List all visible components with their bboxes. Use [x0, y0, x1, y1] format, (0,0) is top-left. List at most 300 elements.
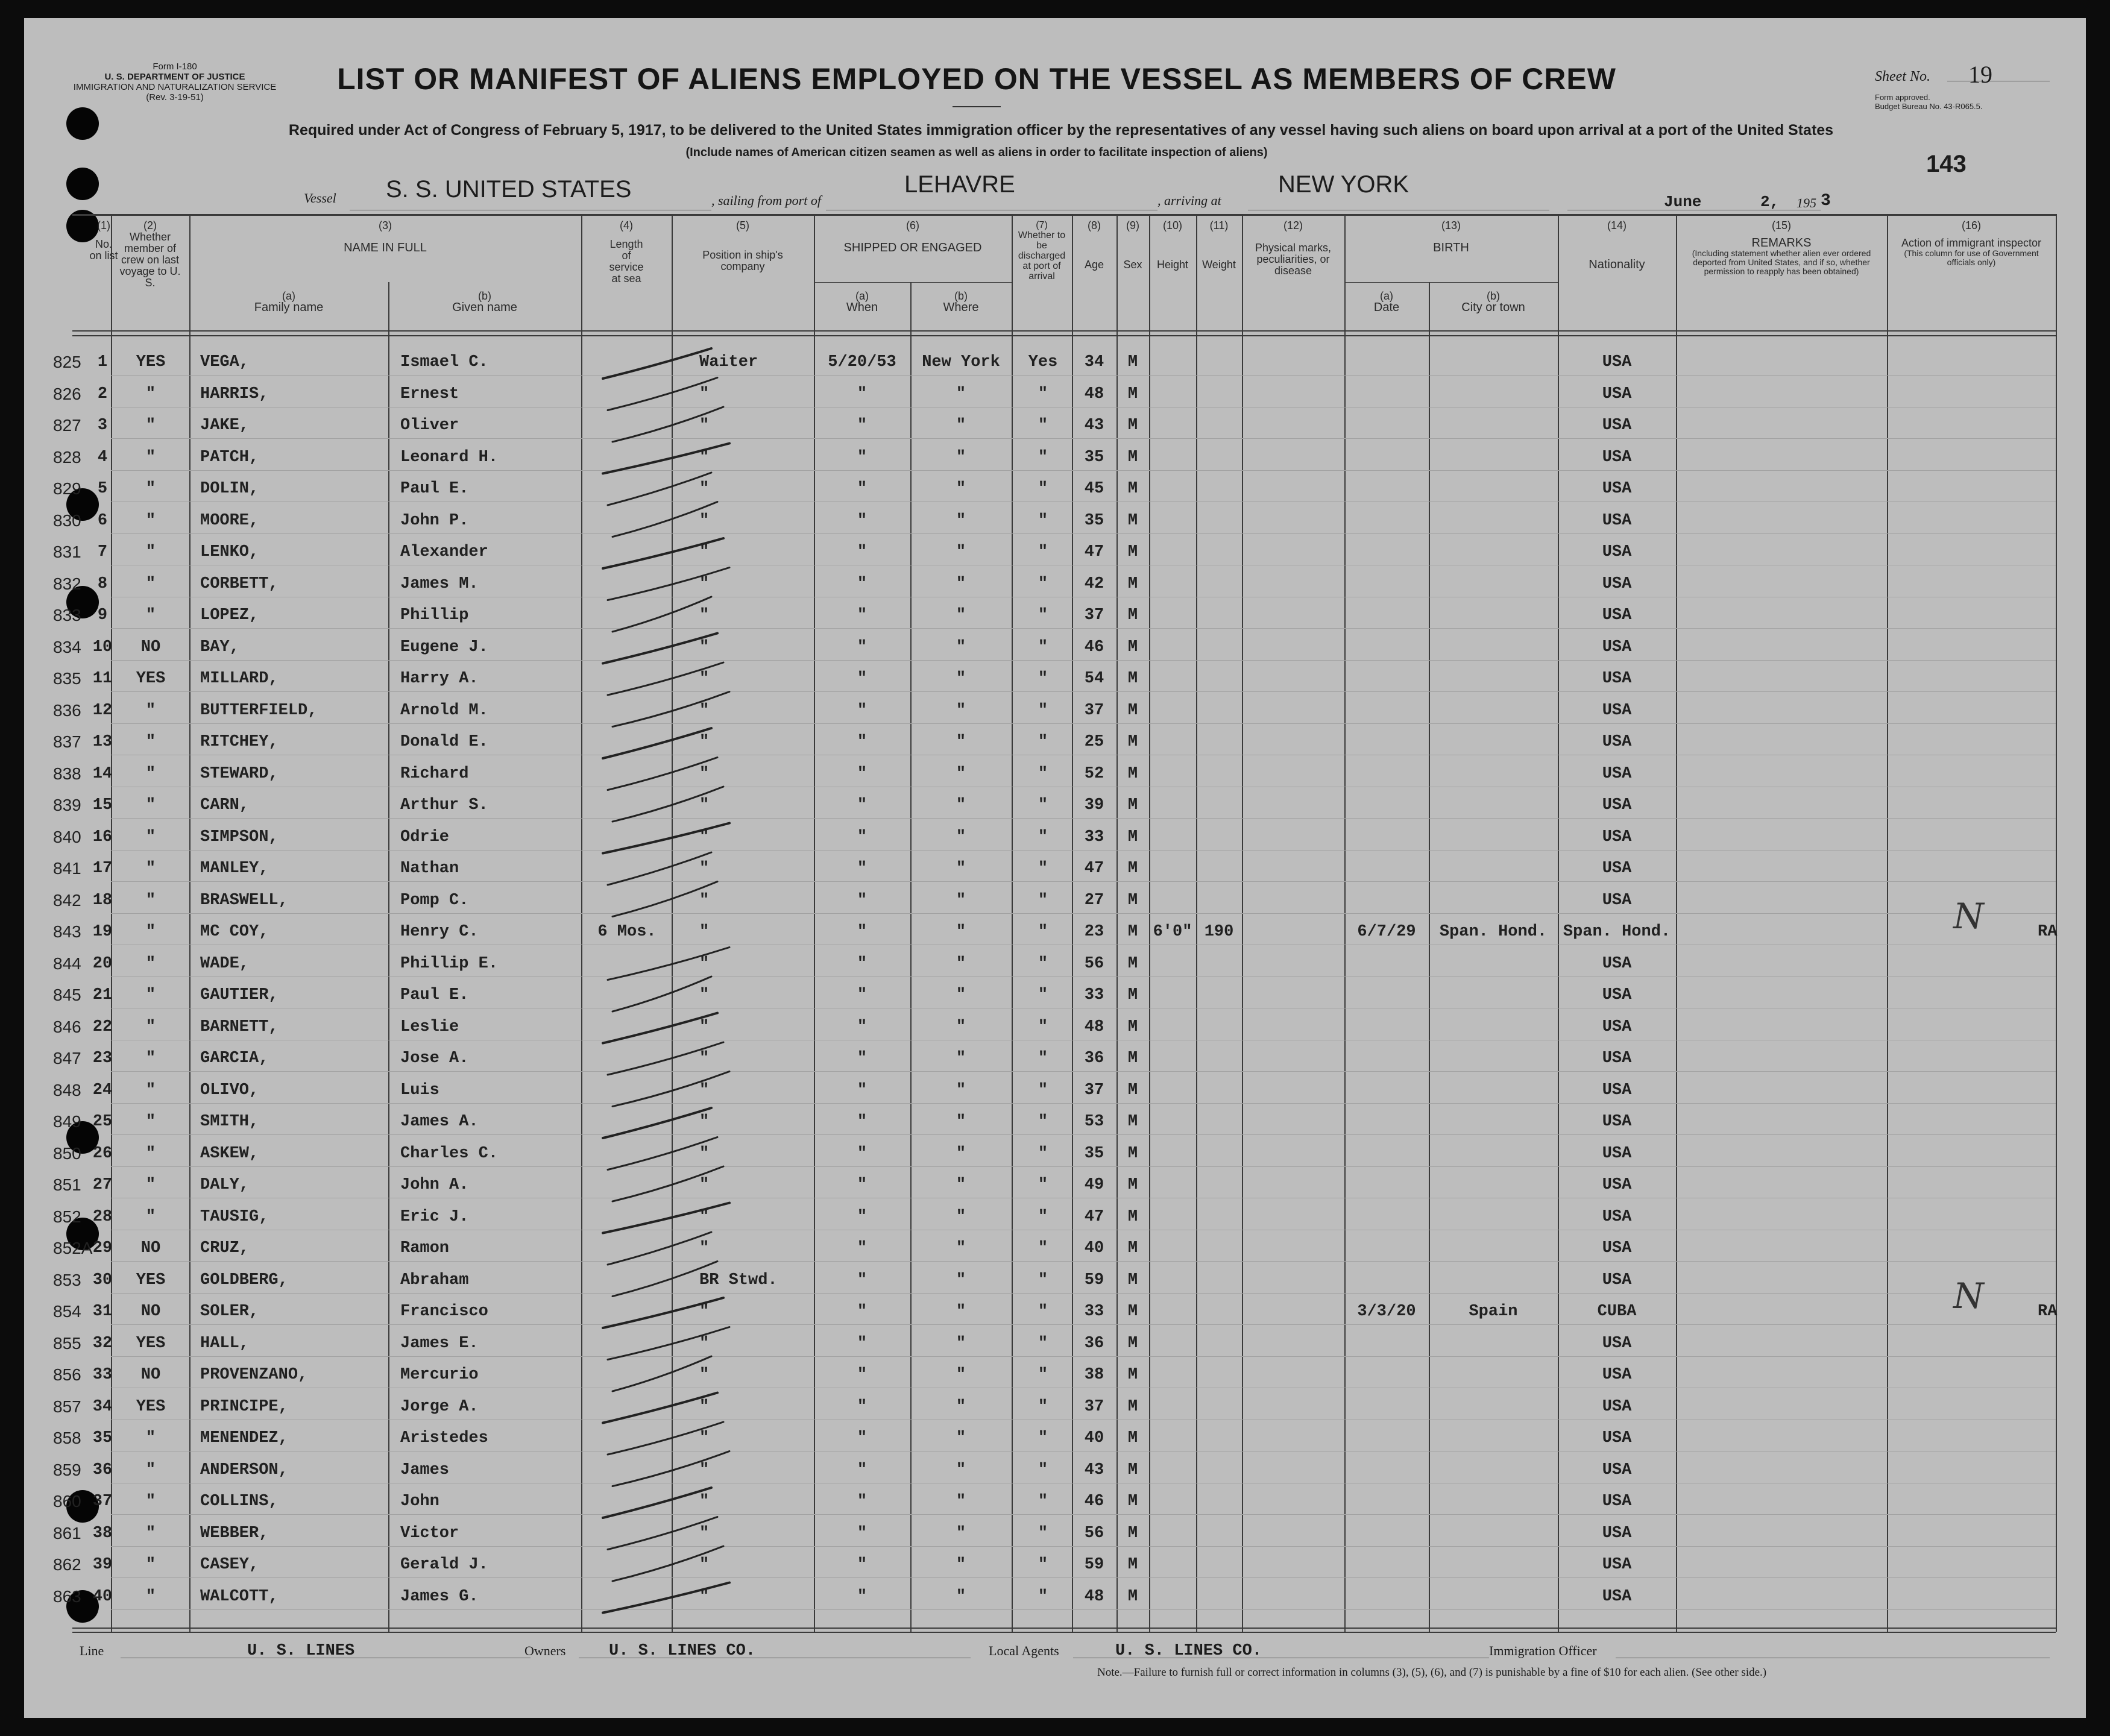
family-name: ANDERSON,	[200, 1461, 288, 1479]
sailing-port: LEHAVRE	[904, 171, 1015, 198]
age: 54	[1084, 670, 1104, 688]
position: "	[699, 511, 710, 530]
age: 53	[1084, 1113, 1104, 1131]
service-slash-mark	[608, 948, 729, 980]
service-name: IMMIGRATION AND NATURALIZATION SERVICE	[73, 82, 277, 92]
age: 37	[1084, 701, 1104, 720]
service-slash-mark	[608, 473, 711, 505]
position: "	[699, 606, 710, 624]
list-number: 12	[92, 701, 113, 720]
given-name: Paul E.	[400, 986, 469, 1004]
discharged: "	[1038, 638, 1048, 656]
arriving-label: , arriving at	[1157, 193, 1221, 208]
sex: M	[1127, 1207, 1138, 1226]
col11-label: Weight	[1202, 259, 1236, 271]
sex: M	[1127, 1334, 1138, 1353]
last-voyage: "	[145, 511, 156, 530]
col12-label: Physical marks, peculiarities, or disease	[1255, 242, 1332, 277]
sex: M	[1127, 1524, 1138, 1543]
col5-label: Position in ship's company	[702, 249, 783, 272]
shipped-when: "	[857, 448, 868, 467]
service-slash-mark	[613, 787, 723, 822]
col15-num: (15)	[1771, 219, 1791, 231]
discharged: Yes	[1028, 353, 1058, 371]
approval-line: Form approved.	[1875, 93, 1930, 102]
margin-number: 849	[53, 1112, 81, 1131]
position: "	[699, 954, 710, 973]
sex: M	[1127, 1113, 1138, 1131]
last-voyage: "	[145, 733, 156, 751]
discharged: "	[1038, 1556, 1048, 1574]
given-name: Arnold M.	[400, 701, 488, 720]
shipped-when: "	[857, 1524, 868, 1543]
sex: M	[1127, 1303, 1138, 1321]
age: 37	[1084, 1397, 1104, 1416]
list-number: 40	[92, 1587, 113, 1606]
col6a-num: (a)	[855, 290, 869, 302]
margin-number: 862	[53, 1555, 81, 1574]
list-number: 20	[92, 954, 113, 973]
list-number: 22	[92, 1017, 113, 1036]
col6-num: (6)	[906, 219, 919, 231]
given-name: Jose A.	[400, 1049, 469, 1068]
shipped-when: "	[857, 1492, 868, 1511]
shipped-where: "	[956, 986, 966, 1004]
col5-num: (5)	[736, 219, 749, 231]
family-name: BARNETT,	[200, 1017, 279, 1036]
position: "	[699, 480, 710, 498]
nationality: USA	[1602, 796, 1632, 814]
nationality: USA	[1602, 1366, 1632, 1384]
margin-number: 839	[53, 796, 81, 814]
last-voyage: "	[145, 891, 156, 910]
sex: M	[1127, 417, 1138, 435]
age: 27	[1084, 891, 1104, 910]
service-slash-mark	[608, 1232, 711, 1265]
position: "	[699, 860, 710, 878]
sex: M	[1127, 1587, 1138, 1606]
last-voyage: NO	[140, 1366, 161, 1384]
position: "	[699, 1017, 710, 1036]
margin-number: 852	[53, 1207, 81, 1226]
margin-number: 859	[53, 1460, 81, 1479]
shipped-where: "	[956, 1556, 966, 1574]
col16-num: (16)	[1961, 219, 1981, 231]
age: 59	[1084, 1271, 1104, 1289]
family-name: PRINCIPE,	[200, 1397, 288, 1416]
last-voyage: "	[145, 1587, 156, 1606]
age: 35	[1084, 448, 1104, 467]
given-name: Abraham	[400, 1271, 469, 1289]
discharged: "	[1038, 1207, 1048, 1226]
shipped-where: "	[956, 1207, 966, 1226]
list-number: 38	[92, 1524, 113, 1543]
family-name: COLLINS,	[200, 1492, 279, 1511]
age: 48	[1084, 385, 1104, 403]
shipped-when: "	[857, 1271, 868, 1289]
margin-number: 844	[53, 954, 81, 973]
family-name: GOLDBERG,	[200, 1271, 288, 1289]
col15-label: REMARKS	[1751, 236, 1812, 250]
inspector-initials: RA	[2038, 923, 2058, 941]
footer-owners-value: U. S. LINES CO.	[609, 1642, 756, 1660]
family-name: WEBBER,	[200, 1524, 269, 1543]
last-voyage: "	[145, 448, 156, 467]
shipped-where: "	[956, 1113, 966, 1131]
last-voyage: "	[145, 480, 156, 498]
family-name: PROVENZANO,	[200, 1366, 308, 1384]
list-number: 10	[92, 638, 113, 656]
shipped-where: "	[956, 574, 966, 593]
nationality: USA	[1602, 385, 1632, 403]
sex: M	[1127, 670, 1138, 688]
family-name: LOPEZ,	[200, 606, 259, 624]
last-voyage: "	[145, 796, 156, 814]
given-name: Luis	[400, 1081, 439, 1099]
sex: M	[1127, 1239, 1138, 1257]
position: "	[699, 796, 710, 814]
service-slash-mark	[603, 1298, 723, 1328]
age: 33	[1084, 1303, 1104, 1321]
position: "	[699, 638, 710, 656]
sex: M	[1127, 1397, 1138, 1416]
discharged: "	[1038, 1017, 1048, 1036]
service-slash-mark	[608, 852, 711, 885]
position: "	[699, 1049, 710, 1068]
last-voyage: "	[145, 1081, 156, 1099]
col16-sub: (This column for use of Government officials only)	[1904, 248, 2039, 267]
service-slash-mark	[603, 728, 711, 758]
col2-label: Whether member of crew on last voyage to U. S.	[119, 231, 181, 289]
sex: M	[1127, 1017, 1138, 1036]
shipped-when: "	[857, 1081, 868, 1099]
shipped-when: "	[857, 1176, 868, 1194]
footer-line-label: Line	[80, 1643, 104, 1658]
shipped-where: "	[956, 448, 966, 467]
service-slash-mark	[613, 1166, 723, 1201]
shipped-when: "	[857, 1049, 868, 1068]
age: 25	[1084, 733, 1104, 751]
age: 39	[1084, 796, 1104, 814]
given-name: Mercurio	[400, 1366, 479, 1384]
list-number: 13	[92, 733, 113, 751]
given-name: James	[400, 1461, 450, 1479]
given-name: John A.	[400, 1176, 469, 1194]
inspector-action: N	[1953, 896, 1984, 937]
col3b-num: (b)	[478, 290, 491, 302]
age: 59	[1084, 1556, 1104, 1574]
nationality: USA	[1602, 1017, 1632, 1036]
service-slash-mark	[613, 502, 717, 537]
sex: M	[1127, 1461, 1138, 1479]
margin-number: 825	[53, 353, 81, 371]
margin-number: 863	[53, 1587, 81, 1606]
given-name: Phillip	[400, 606, 469, 624]
sex: M	[1127, 796, 1138, 814]
form-number: Form I-180	[153, 61, 197, 72]
last-voyage: "	[145, 986, 156, 1004]
shipped-where: "	[956, 1587, 966, 1606]
margin-number: 861	[53, 1523, 81, 1543]
sheet-number: 19	[1968, 61, 1992, 88]
sex: M	[1127, 986, 1138, 1004]
position: "	[699, 1397, 710, 1416]
list-number: 33	[92, 1366, 113, 1384]
position: "	[699, 1524, 710, 1543]
shipped-when: "	[857, 860, 868, 878]
col13a-label: Date	[1373, 301, 1400, 314]
sex: M	[1127, 701, 1138, 720]
col6-label: SHIPPED OR ENGAGED	[843, 241, 982, 254]
margin-number: 827	[53, 416, 81, 435]
discharged: "	[1038, 1113, 1048, 1131]
family-name: MANLEY,	[200, 860, 269, 878]
col6b-num: (b)	[954, 290, 968, 302]
sex: M	[1127, 638, 1138, 656]
shipped-where: "	[956, 1017, 966, 1036]
service-slash-mark	[608, 378, 717, 410]
col14-label: Nationality	[1589, 258, 1645, 271]
last-voyage: "	[145, 1207, 156, 1226]
age: 40	[1084, 1239, 1104, 1257]
shipped-when: "	[857, 954, 868, 973]
nationality: USA	[1602, 860, 1632, 878]
nationality: USA	[1602, 1334, 1632, 1353]
sex: M	[1127, 511, 1138, 530]
list-number: 28	[92, 1207, 113, 1226]
sex: M	[1127, 1366, 1138, 1384]
discharged: "	[1038, 1049, 1048, 1068]
discharged: "	[1038, 764, 1048, 783]
birth-date: 3/3/20	[1357, 1303, 1416, 1321]
service-slash-mark	[613, 1262, 717, 1297]
service-slash-mark	[613, 882, 717, 917]
given-name: Eugene J.	[400, 638, 488, 656]
col11-num: (11)	[1209, 219, 1229, 231]
family-name: PATCH,	[200, 448, 259, 467]
col4-num: (4)	[620, 219, 633, 231]
shipped-where: "	[956, 1524, 966, 1543]
shipped-when: "	[857, 1397, 868, 1416]
age: 34	[1084, 353, 1104, 371]
family-name: LENKO,	[200, 543, 259, 561]
given-name: Jorge A.	[400, 1397, 479, 1416]
position: "	[699, 1144, 710, 1163]
sex: M	[1127, 353, 1138, 371]
list-number: 24	[92, 1081, 113, 1099]
margin-number: 840	[53, 827, 81, 846]
nationality: USA	[1602, 480, 1632, 498]
service-column-slashes	[24, 18, 2086, 1718]
col6b-label: Where	[943, 301, 979, 314]
discharged: "	[1038, 606, 1048, 624]
age: 56	[1084, 1524, 1104, 1543]
service-slash-mark	[608, 1137, 717, 1170]
shipped-when: "	[857, 1303, 868, 1321]
given-name: James E.	[400, 1334, 479, 1353]
given-name: Donald E.	[400, 733, 488, 751]
col8-num: (8)	[1088, 219, 1101, 231]
age: 37	[1084, 606, 1104, 624]
position: BR Stwd.	[699, 1271, 778, 1289]
list-number: 27	[92, 1176, 113, 1194]
service-slash-mark	[613, 597, 711, 632]
last-voyage: "	[145, 1144, 156, 1163]
birth-date: 6/7/29	[1357, 923, 1416, 941]
vessel-label: Vessel	[304, 190, 336, 206]
shipped-where: "	[956, 1429, 966, 1447]
last-voyage: "	[145, 923, 156, 941]
given-name: Henry C.	[400, 923, 479, 941]
list-number: 3	[97, 417, 108, 435]
age: 23	[1084, 923, 1104, 941]
list-number: 19	[92, 923, 113, 941]
service-slash-mark	[603, 348, 711, 379]
col3b-label: Given name	[452, 301, 517, 314]
family-name: CRUZ,	[200, 1239, 250, 1257]
sex: M	[1127, 1176, 1138, 1194]
list-number: 8	[97, 574, 108, 593]
shipped-when: "	[857, 670, 868, 688]
list-number: 37	[92, 1492, 113, 1511]
discharged: "	[1038, 480, 1048, 498]
col10-label: Height	[1156, 259, 1189, 271]
service-slash-mark	[608, 662, 723, 695]
service-slash-mark	[608, 1517, 717, 1550]
family-name: CASEY,	[200, 1556, 259, 1574]
family-name: SIMPSON,	[200, 828, 279, 846]
nationality: USA	[1602, 733, 1632, 751]
margin-number: 841	[53, 859, 81, 878]
birth-city: Spain	[1469, 1303, 1518, 1321]
col13-label: BIRTH	[1433, 241, 1469, 254]
list-number: 39	[92, 1556, 113, 1574]
position: "	[699, 1334, 710, 1353]
age: 49	[1084, 1176, 1104, 1194]
family-name: GARCIA,	[200, 1049, 269, 1068]
discharged: "	[1038, 385, 1048, 403]
shipped-where: "	[956, 828, 966, 846]
arriving-port: NEW YORK	[1278, 171, 1409, 198]
list-number: 23	[92, 1049, 113, 1068]
shipped-when: "	[857, 1556, 868, 1574]
service-slash-mark	[603, 1203, 729, 1233]
footer-agents-label: Local Agents	[989, 1643, 1059, 1658]
footer-line-value: U. S. LINES	[247, 1642, 355, 1660]
nationality: USA	[1602, 1524, 1632, 1543]
shipped-when: "	[857, 1239, 868, 1257]
discharged: "	[1038, 1397, 1048, 1416]
position: "	[699, 986, 710, 1004]
margin-number: 828	[53, 447, 81, 467]
nationality: USA	[1602, 1144, 1632, 1163]
service-slash-mark	[613, 407, 723, 442]
margin-number: 842	[53, 890, 81, 910]
shipped-where: "	[956, 1303, 966, 1321]
nationality: USA	[1602, 417, 1632, 435]
position: "	[699, 1461, 710, 1479]
age: 37	[1084, 1081, 1104, 1099]
margin-number: 851	[53, 1175, 81, 1194]
service-slash-mark	[603, 823, 729, 854]
last-voyage: "	[145, 606, 156, 624]
given-name: John	[400, 1492, 439, 1511]
nationality: USA	[1602, 954, 1632, 973]
sex: M	[1127, 954, 1138, 973]
shipped-when: "	[857, 480, 868, 498]
family-name: WALCOTT,	[200, 1587, 279, 1606]
shipped-where: "	[956, 1176, 966, 1194]
stamp-number: 143	[1926, 151, 1967, 177]
margin-number: 845	[53, 986, 81, 1004]
list-number: 21	[92, 986, 113, 1004]
margin-number: 846	[53, 1017, 81, 1036]
shipped-where: "	[956, 417, 966, 435]
service-slash-mark	[603, 1583, 729, 1613]
age: 46	[1084, 1492, 1104, 1511]
col15-sub: (Including statement whether alien ever ordered deported from United States, and if so, whether permission to reapply has been obtained)	[1692, 248, 1871, 276]
given-name: John P.	[400, 511, 469, 530]
shipped-when: "	[857, 923, 868, 941]
margin-number: 830	[53, 511, 81, 530]
given-name: Richard	[400, 764, 469, 783]
shipped-when: "	[857, 796, 868, 814]
shipped-where: "	[956, 1081, 966, 1099]
margin-number: 854	[53, 1302, 81, 1321]
shipped-when: "	[857, 1334, 868, 1353]
last-voyage: YES	[136, 670, 166, 688]
list-number: 15	[92, 796, 113, 814]
service-slash-mark	[613, 1072, 729, 1107]
arrival-year-prefix: 195	[1797, 195, 1816, 210]
sex: M	[1127, 860, 1138, 878]
shipped-where: "	[956, 954, 966, 973]
shipped-when: "	[857, 1017, 868, 1036]
service-slash-mark	[608, 568, 729, 600]
family-name: BUTTERFIELD,	[200, 701, 318, 720]
last-voyage: YES	[136, 1334, 166, 1353]
given-name: Arthur S.	[400, 796, 488, 814]
form-subtitle: Required under Act of Congress of February 5, 1917, to be delivered to the United States immigration officer by the representatives of any vessel having such aliens on board upon arrival at a port of the United States	[288, 122, 1834, 139]
nationality: USA	[1602, 543, 1632, 561]
sex: M	[1127, 1144, 1138, 1163]
age: 36	[1084, 1334, 1104, 1353]
last-voyage: "	[145, 1524, 156, 1543]
col4-label: Length of service at sea	[609, 238, 644, 285]
service-slash-mark	[608, 1422, 723, 1455]
family-name: SOLER,	[200, 1303, 259, 1321]
list-number: 35	[92, 1429, 113, 1447]
sex: M	[1127, 1271, 1138, 1289]
given-name: Ernest	[400, 385, 459, 403]
age: 48	[1084, 1587, 1104, 1606]
shipped-when: "	[857, 638, 868, 656]
nationality: USA	[1602, 891, 1632, 910]
position: "	[699, 417, 710, 435]
margin-number: 826	[53, 384, 81, 403]
arrival-year-digit: 3	[1821, 192, 1831, 210]
margin-number: 855	[53, 1333, 81, 1353]
last-voyage: NO	[140, 638, 161, 656]
shipped-where: "	[956, 860, 966, 878]
shipped-when: "	[857, 543, 868, 561]
last-voyage: "	[145, 385, 156, 403]
last-voyage: "	[145, 574, 156, 593]
last-voyage: "	[145, 1429, 156, 1447]
col13b-label: City or town	[1461, 301, 1525, 314]
given-name: Alexander	[400, 543, 488, 561]
budget-bureau-line: Budget Bureau No. 43-R065.5.	[1875, 102, 1983, 111]
